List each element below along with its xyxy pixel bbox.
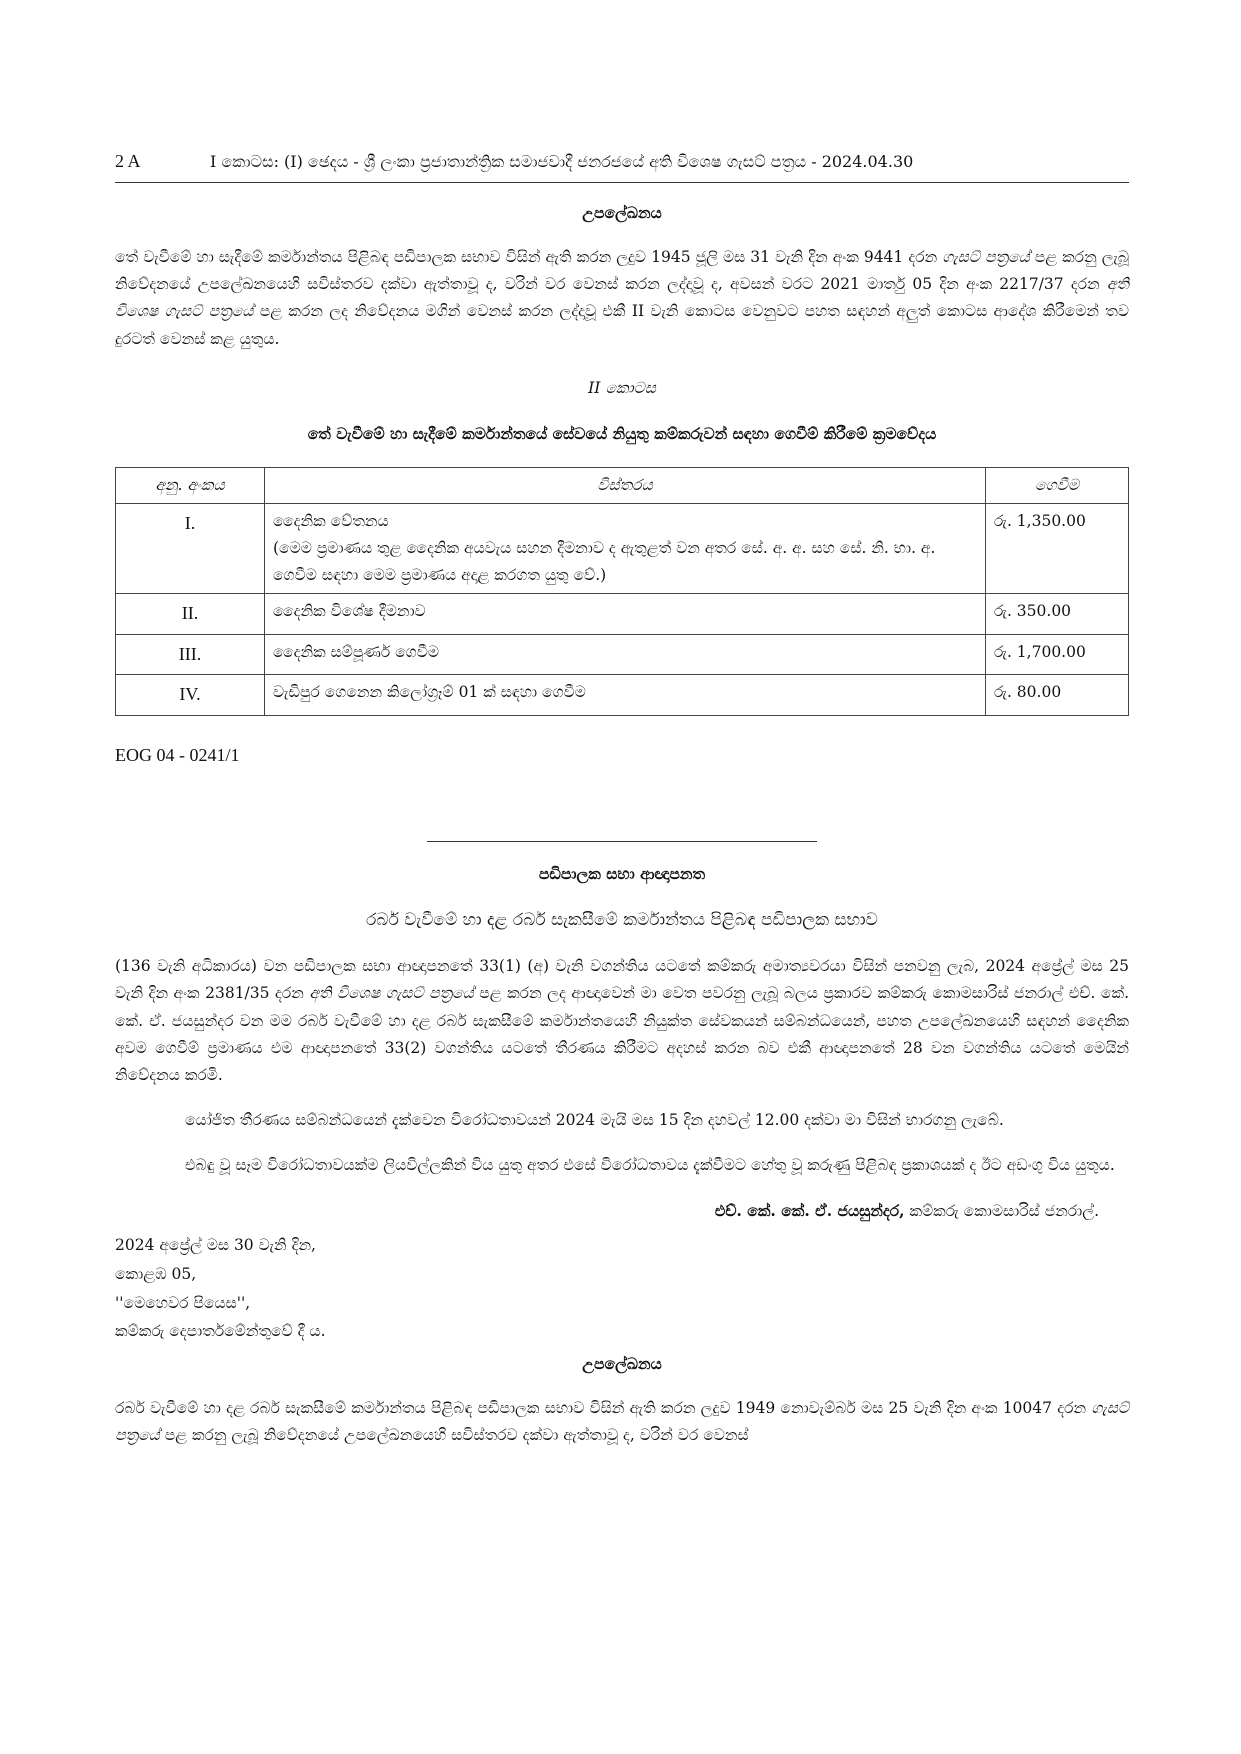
page-header bbox=[115, 146, 1129, 176]
schedule-heading-2: උපලේඛනය bbox=[582, 1353, 662, 1373]
schedule-heading: උපලේඛනය bbox=[582, 203, 662, 222]
reference-number: EOG 04 - 0241/1 bbox=[115, 744, 240, 765]
table-row bbox=[116, 594, 1129, 635]
table-row bbox=[116, 504, 1129, 594]
address-line: කොළඹ 05, bbox=[115, 1264, 197, 1283]
notice-subtitle: රබර් වැවීමේ හා දළ රබර් සැකසීමේ කර්මාන්තය පිළිබඳ පඩිපාලක සභාව bbox=[366, 909, 878, 930]
table-header-row bbox=[116, 467, 1129, 503]
schedule-intro: තේ වැවීමේ හා සැදීමේ කර්මාන්තය පිළිබඳ පඩිපාලක සභාව විසින් ඇති කරන ලදුව 1945 ජූලි මස 31 වැනි දින අංක 9441 දරන ගැසට් පත්‍රයේ පළ කරනු ලැබූ නිවේදනයේ උපලේඛනයෙහි සවිස්තරව දක්වා ඇත්තාවූ ද, වරින් වර වෙනස් කරන ලද්දාවූ ද, අවසන් වරට 2021 මාර්තු 05 දින අංක 2217/37 දරන අති විශෙෂ ගැසට් පත්‍රයේ පළ කරන ලද නිවේදනය මගින් වෙනස් කරන ලද්දාවූ එකී II වැනි කොටස වෙනුවට පහත සඳහන් අලුත් කොටස ආදේශ කිරීමෙන් තව දුරටත් වෙනස් කළ යුතුය. bbox=[115, 248, 1129, 348]
address-line: ''මෙහෙවර පියෙස'', bbox=[115, 1293, 251, 1312]
header-title: I කොටස: (I) ඡෙදය - ශ්‍රී ලංකා ප්‍රජාතාන්ත්‍රික සමාජවාදී ජනරජයේ අති විශෙෂ ගැසට් පත්‍රය - 2024.04.30 bbox=[210, 152, 914, 171]
signatory-name: එච්. කේ. කේ. ඒ. ජයසුන්දර, bbox=[714, 1201, 905, 1221]
signature-block bbox=[115, 1197, 1129, 1225]
notice-paragraph-1: (136 වැනි අධිකාරය) වන පඩිපාලක සභා ආඥාපනතේ 33(1) (අ) වැනි වගන්තිය යටතේ කම්කරු අමාත්‍යවරයා විසින් පනවනු ලැබ, 2024 අප්‍රේල් මස 25 වැනි දින අංක 2381/35 දරන අති විශෙෂ ගැසට් පත්‍රයේ පළ කරන ලද ආඥාවෙන් මා වෙත පවරනු ලැබූ බලය ප්‍රකාරව කම්කරු කොමසාරිස් ජනරාල් එච්. කේ. කේ. ඒ. ජයසුන්දර වන මම රබර් වැවීමේ හා දළ රබර් සැකසීමේ කර්මාන්තයෙහි නියුක්ත සේවකයන් සම්බන්ධයෙන්, පහත උපලේඛනයෙහි සඳහන් දෛනික අවම ගෙවීම් ප්‍රමාණය එම ආඥාපනතේ 33(2) වගන්තිය යටතේ තීරණය කිරීමට අදහස් කරන බව එකී ආඥාපනතේ 28 වන වගන්තිය යටතේ මෙයින් නිවේදනය කරමි. bbox=[115, 957, 1129, 1084]
row-serial: II. bbox=[116, 594, 265, 635]
header-serial: අනු. අංකය bbox=[116, 467, 265, 503]
row-amount: රු. 80.00 bbox=[986, 675, 1129, 716]
address-line: කම්කරු දෙපාර්තමේන්තුවේ දී ය. bbox=[115, 1322, 326, 1341]
address-line: 2024 අප්‍රේල් මස 30 වැනි දින, bbox=[115, 1236, 316, 1255]
address-block bbox=[115, 1231, 1129, 1346]
row-description: දෛනික වේතනය (මෙම ප්‍රමාණය තුළ දෛනික අයවැය සහන දීමනාව ද ඇතුළත් වන අතර සේ. අ. අ. සහ සේ. නි. භා. අ. ගෙවීම සඳහා මෙම ප්‍රමාණය අදාළ කරගත යුතු වේ.) bbox=[265, 504, 986, 594]
row-description: දෛනික විශේෂ දීමනාව bbox=[265, 594, 986, 635]
schedule-2-paragraph: රබර් වැවීමේ හා දළ රබර් සැකසීමේ කර්මාන්තය පිළිබඳ පඩිපාලක සභාව විසින් ඇති කරන ලදුව 1949 නොවැම්බර් මස 25 වැනි දින අංක 10047 දරන ගැසට් පත්‍රයේ පළ කරනු ලැබූ නිවේදනයේ උපලේඛනයෙහි සවිස්තරව දක්වා ඇත්තාවූ ද, වරින් වර වෙනස් bbox=[115, 1399, 1129, 1445]
row-serial: I. bbox=[116, 504, 265, 594]
row-serial: III. bbox=[116, 634, 265, 675]
signatory-title: කම්කරු කොමසාරිස් ජනරාල්. bbox=[909, 1202, 1099, 1221]
table-row bbox=[116, 634, 1129, 675]
section-divider bbox=[427, 841, 817, 842]
row-amount: රු. 1,350.00 bbox=[986, 504, 1129, 594]
row-note: (මෙම ප්‍රමාණය තුළ දෛනික අයවැය සහන දීමනාව ද ඇතුළත් වන අතර සේ. අ. අ. සහ සේ. නි. භා. අ. ගෙවීම සඳහා මෙම ප්‍රමාණය අදාළ කරගත යුතු වේ.) bbox=[273, 539, 936, 585]
row-description: වැඩිපුර ගෙනෙන කිලෝග්‍රෑම් 01 ක් සඳහා ගෙවීම bbox=[265, 675, 986, 716]
part-title: II කොටස bbox=[588, 378, 656, 397]
row-amount: රු. 1,700.00 bbox=[986, 634, 1129, 675]
row-serial: IV. bbox=[116, 675, 265, 716]
table-title: තේ වැවීමේ හා සැදීමේ කර්මාන්තයේ සේවයේ නියුතු කම්කරුවන් සඳහා ගෙවීම් කිරීමේ ක්‍රමවේදය bbox=[307, 423, 937, 443]
header-rule bbox=[115, 182, 1129, 183]
row-description: දෛනික සම්පූර්ණ ගෙවීම bbox=[265, 634, 986, 675]
notice-title: පඩිපාලක සභා ආඥාපනත bbox=[538, 864, 706, 884]
payment-table bbox=[115, 467, 1129, 716]
notice-paragraph-3: එබඳු වූ සෑම විරෝධතාවයක්ම ලියවිල්ලකින් විය යුතු අතර එසේ විරෝධතාවය දැක්වීමට හේතු වූ කරුණු පිළිබඳ ප්‍රකාශයක් ද ඊට අඩංගු විය යුතුය. bbox=[185, 1156, 1115, 1174]
page-number: 2 A bbox=[115, 151, 141, 171]
header-description: විස්තරය bbox=[265, 467, 986, 503]
header-payment: ගෙවීම bbox=[986, 467, 1129, 503]
table-row bbox=[116, 675, 1129, 716]
notice-paragraph-2: යෝජිත තීරණය සම්බන්ධයෙන් දැක්වෙන විරෝධතාවයන් 2024 මැයි මස 15 දින දහවල් 12.00 දක්වා මා විසින් භාරගනු ලැබේ. bbox=[185, 1110, 1004, 1129]
row-amount: රු. 350.00 bbox=[986, 594, 1129, 635]
